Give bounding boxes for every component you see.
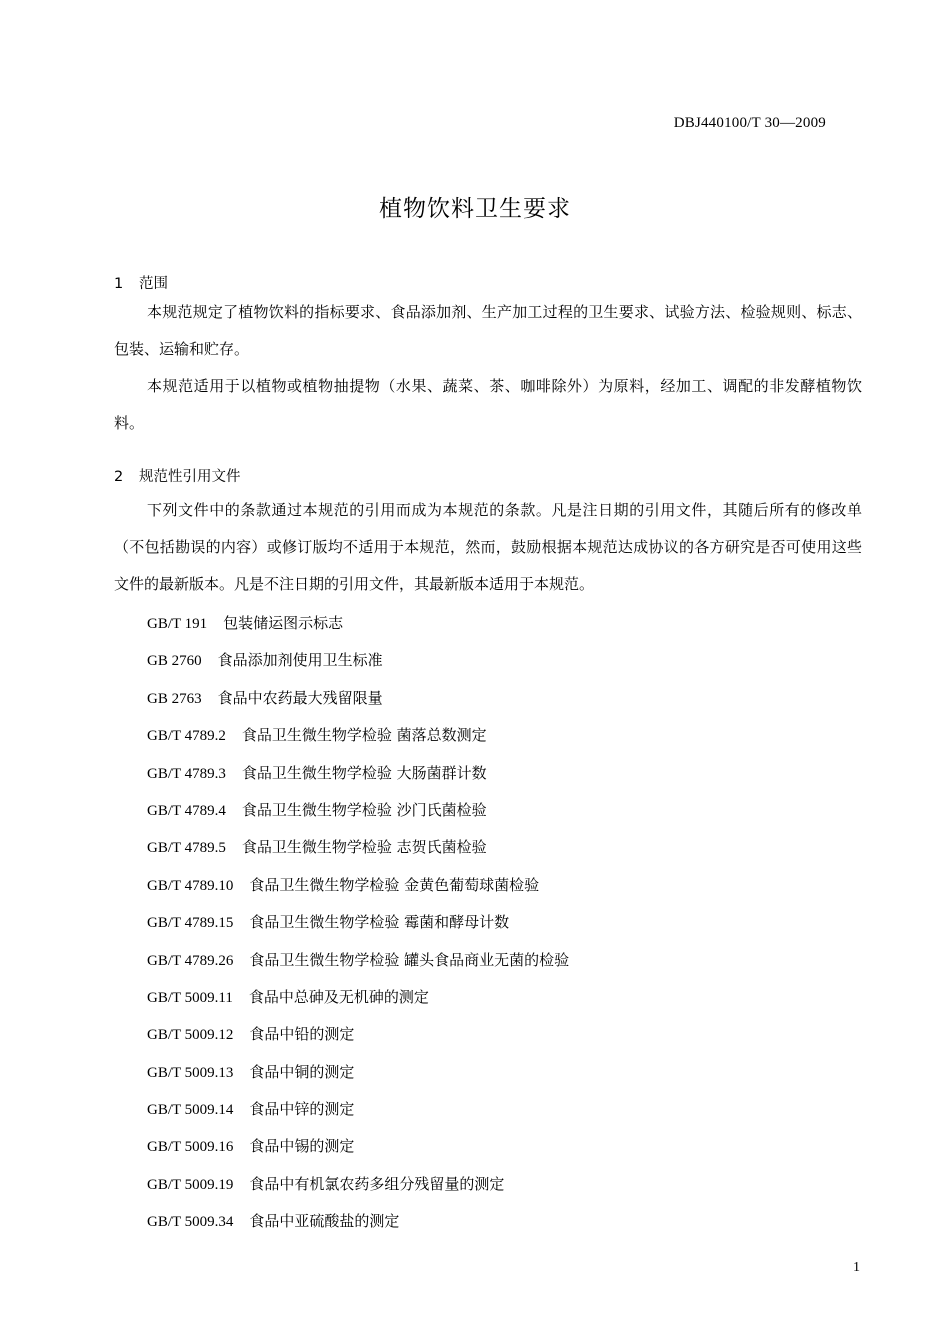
section-title: 范围 [139,276,168,292]
reference-code: GB/T 5009.19 [147,1176,234,1193]
reference-code: GB/T 4789.3 [147,765,226,782]
reference-title: 包装储运图示标志 [223,614,344,632]
reference-code: GB/T 5009.34 [147,1214,234,1231]
reference-item [147,1128,569,1165]
reference-title: 食品中铅的测定 [249,1025,355,1044]
section-number: 1 [114,276,124,292]
reference-item [147,792,569,829]
references-intro-paragraph: 下列文件中的条款通过本规范的引用而成为本规范的条款。凡是注日期的引用文件，其随后所有的修改单（不包括勘误的内容）或修订版均不适用于本规范，然而，鼓励根据本规范达成协议的各方研究是否可使用这些文件的最新版本。凡是不注日期的引用文件，其最新版本适用于本规范。 [114,501,862,593]
reference-title: 食品中有机氯农药多组分残留量的测定 [249,1174,505,1193]
reference-code: GB/T 191 [147,616,208,632]
reference-item [147,642,569,679]
reference-item [147,1054,569,1091]
reference-title: 食品添加剂使用卫生标准 [217,651,383,670]
reference-code: GB 2760 [147,653,202,670]
section-heading-normative-references [114,465,241,486]
section-heading-scope [114,272,168,293]
reference-title: 食品中亚硫酸盐的测定 [249,1212,400,1231]
reference-title: 食品中农药最大残留限量 [217,688,383,707]
reference-item [147,1016,569,1053]
reference-item [147,867,569,904]
reference-title: 食品卫生微生物学检验 志贺氏菌检验 [241,838,487,857]
reference-title: 食品卫生微生物学检验 金黄色葡萄球菌检验 [249,875,540,894]
reference-code: GB/T 5009.16 [147,1139,234,1156]
reference-code: GB 2763 [147,690,202,707]
document-code: DBJ440100/T 30—2009 [673,115,826,131]
reference-item [147,829,569,866]
reference-code: GB/T 4789.10 [147,877,234,894]
section-title: 规范性引用文件 [139,469,241,485]
reference-item [147,904,569,941]
reference-title: 食品中总砷及无机砷的测定 [248,987,429,1006]
reference-title: 食品中铜的测定 [249,1062,355,1081]
scope-paragraph-1: 本规范规定了植物饮料的指标要求、食品添加剂、生产加工过程的卫生要求、试验方法、检验规则、标志、包装、运输和贮存。 [114,303,862,358]
reference-item [147,1166,569,1203]
reference-code: GB/T 5009.13 [147,1064,234,1081]
page-title: 植物饮料卫生要求 [379,196,571,222]
reference-title: 食品卫生微生物学检验 沙门氏菌检验 [241,800,487,819]
page-number: 1 [853,1260,860,1275]
scope-paragraph-2: 本规范适用于以植物或植物抽提物（水果、蔬菜、茶、咖啡除外）为原料，经加工、调配的非发酵植物饮料。 [114,377,862,432]
reference-code: GB/T 4789.15 [147,915,234,932]
reference-code: GB/T 4789.4 [147,802,226,819]
reference-list [147,605,569,1241]
reference-code: GB/T 5009.12 [147,1027,234,1044]
reference-title: 食品卫生微生物学检验 罐头食品商业无菌的检验 [249,950,570,969]
reference-item [147,942,569,979]
reference-item [147,979,569,1016]
reference-code: GB/T 4789.2 [147,728,226,745]
section-number: 2 [114,469,124,485]
reference-item [147,605,569,642]
reference-title: 食品中锌的测定 [249,1100,355,1119]
reference-code: GB/T 5009.11 [147,989,233,1006]
reference-title: 食品卫生微生物学检验 霉菌和酵母计数 [249,913,510,932]
reference-item [147,680,569,717]
reference-item [147,755,569,792]
reference-title: 食品中锡的测定 [249,1137,355,1156]
reference-item [147,717,569,754]
reference-code: GB/T 4789.5 [147,840,226,857]
reference-title: 食品卫生微生物学检验 大肠菌群计数 [241,763,487,782]
reference-item [147,1203,569,1240]
reference-title: 食品卫生微生物学检验 菌落总数测定 [241,726,487,745]
reference-item [147,1091,569,1128]
reference-code: GB/T 4789.26 [147,952,234,969]
reference-code: GB/T 5009.14 [147,1102,234,1119]
